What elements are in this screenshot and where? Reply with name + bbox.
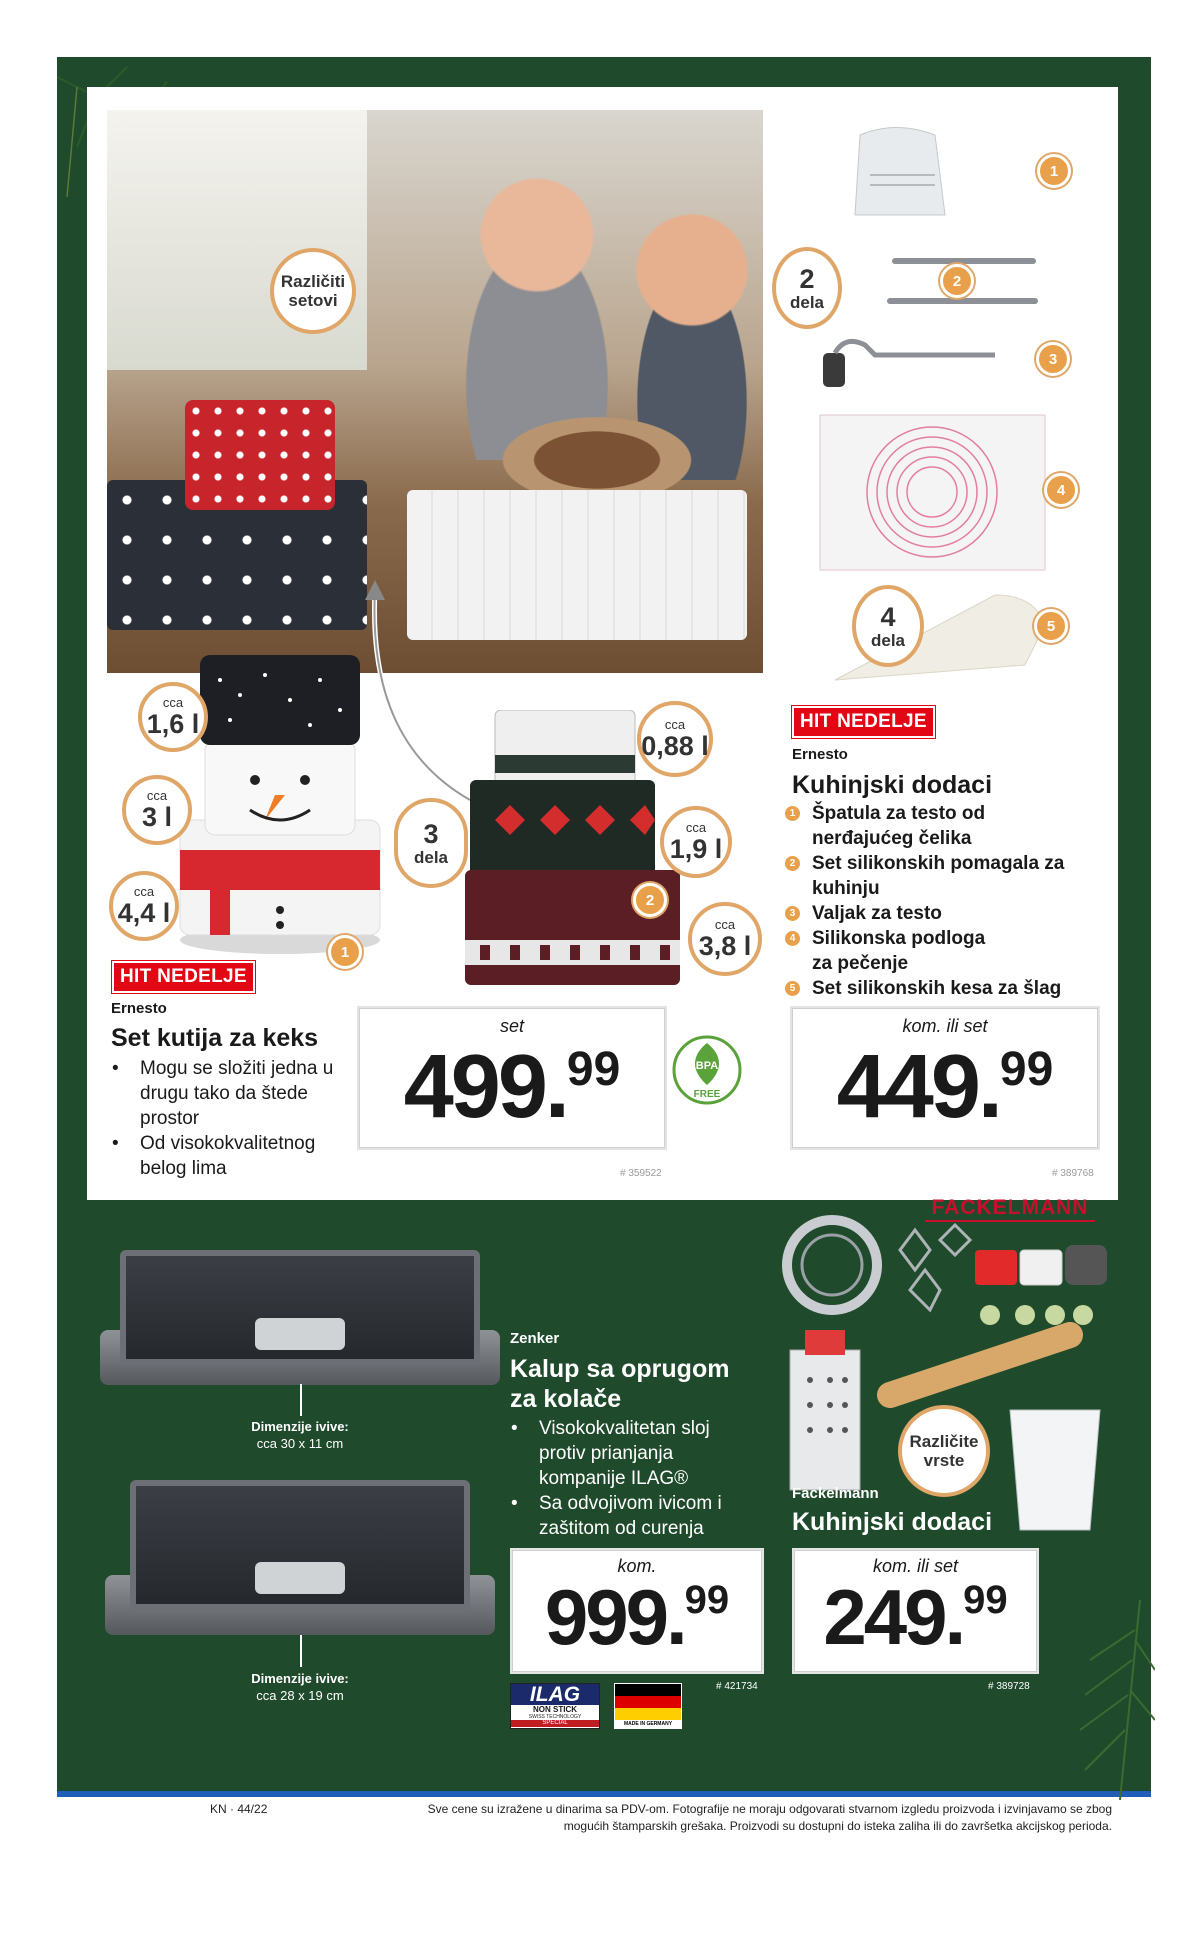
tools-price-box xyxy=(790,1006,1100,1150)
variety-badge-line1: Različiti xyxy=(280,272,346,291)
four-pieces-badge: 4 dela xyxy=(852,585,924,667)
set-number-2: 2 xyxy=(633,883,667,917)
zenker-unit: kom. xyxy=(617,1556,657,1576)
variety-badge-line2: setovi xyxy=(288,291,338,310)
tins-bullet-2: • Od visokokvalitetnog belog lima xyxy=(108,1131,358,1181)
hit-label-tins: HIT NEDELJE xyxy=(112,961,255,993)
zenker-title-line2: za kolače xyxy=(510,1385,622,1413)
tools-price: 449.99 xyxy=(836,1037,1054,1137)
tins-bullet-1: • Mogu se složiti jedna u drugu tako da štede prostor xyxy=(108,1056,358,1131)
tools-item-list xyxy=(785,801,1085,1001)
two-pieces-badge: 2 dela xyxy=(772,247,842,329)
zenker-code: # 421734 xyxy=(716,1681,758,1692)
tins-brand: Ernesto xyxy=(111,1000,167,1017)
hit-label-tools: HIT NEDELJE xyxy=(792,706,935,738)
fackelmann-logo: FACKELMANN xyxy=(925,1196,1095,1222)
tool-number-3: 3 xyxy=(1036,342,1070,376)
fackelmann-price: 249.99 xyxy=(823,1573,1008,1661)
fackelmann-brand: Fackelmann xyxy=(792,1485,879,1502)
page-number: KN · 44/22 xyxy=(210,1802,268,1816)
capacity-badge-3: cca 4,4 l xyxy=(109,871,179,941)
tins-unit: set xyxy=(499,1016,524,1036)
capacity-badge-5: cca 1,9 l xyxy=(660,806,732,878)
fir-branch-bottom-right xyxy=(1080,1600,1155,1800)
svg-text:FREE: FREE xyxy=(693,1089,721,1100)
tool-number-4: 4 xyxy=(1044,473,1078,507)
springform-pan-1-image xyxy=(100,1250,500,1385)
ilag-logo: ILAG NON STICK SWISS TECHNOLOGY SPECIAL xyxy=(510,1683,600,1729)
svg-text:BPA: BPA xyxy=(695,1060,719,1072)
tool-number-1: 1 xyxy=(1037,154,1071,188)
tools-item-5: 5 Set silikonskih kesa za šlag xyxy=(785,976,1085,1001)
tins-price: 499.99 xyxy=(403,1037,621,1137)
tins-code: # 359522 xyxy=(620,1168,662,1179)
set-number-1: 1 xyxy=(328,935,362,969)
zenker-bullet-2: • Sa odvojivom ivicom i zaštitom od curenja xyxy=(507,1491,757,1541)
dim-line-2 xyxy=(300,1635,302,1667)
tools-item-1: 1 Špatula za testo od nerđajućeg čelika xyxy=(785,801,1085,851)
tool-number-5: 5 xyxy=(1034,609,1068,643)
tools-item-3: 3 Valjak za testo xyxy=(785,901,1085,926)
zenker-price-box xyxy=(510,1548,764,1674)
tool-number-2: 2 xyxy=(940,264,974,298)
tools-brand: Ernesto xyxy=(792,746,848,763)
dim-line-1 xyxy=(300,1384,302,1416)
capacity-badge-4: cca 0,88 l xyxy=(637,701,713,777)
varieties-badge: Različite vrste xyxy=(898,1405,990,1497)
tools-unit: kom. ili set xyxy=(902,1016,988,1036)
blue-stripe xyxy=(57,1791,1151,1797)
disclaimer: Sve cene su izražene u dinarima sa PDV-om. Fotografije ne moraju odgovarati stvarnom izgledu proizvoda i izvinjavamo se zbog mogućih štamparskih grešaka. Proizvodi su dostupni do isteka zaliha ili do završetka akcijskog perioda. xyxy=(427,1802,1112,1833)
tins-bullets xyxy=(108,1056,358,1181)
fackelmann-price-box xyxy=(792,1548,1039,1674)
three-pieces-badge: 3 dela xyxy=(394,798,468,888)
german-flag-icon: MADE IN GERMANY xyxy=(614,1683,682,1729)
variety-badge xyxy=(270,248,356,334)
ernesto-kitchen-tools-image xyxy=(795,125,1125,695)
bpa-free-icon xyxy=(672,1035,742,1105)
capacity-badge-6: cca 3,8 l xyxy=(688,902,762,976)
tins-title: Set kutija za keks xyxy=(111,1024,319,1052)
tools-item-4: 4 Silikonska podloga za pečenje xyxy=(785,926,1085,976)
tools-code: # 389768 xyxy=(1052,1168,1094,1179)
tools-title: Kuhinjski dodaci xyxy=(792,771,993,799)
tools-item-2: 2 Set silikonskih pomagala za kuhinju xyxy=(785,851,1085,901)
snowman-tin-stack-image xyxy=(170,650,390,960)
zenker-price: 999.99 xyxy=(544,1573,730,1661)
fackelmann-code: # 389728 xyxy=(988,1681,1030,1692)
springform-pan-2-image xyxy=(105,1480,495,1635)
fackelmann-unit: kom. ili set xyxy=(872,1556,959,1576)
zenker-title-line1: Kalup sa oprugom xyxy=(510,1355,730,1383)
pan-2-dimensions: Dimenzije ivive: cca 28 x 19 cm xyxy=(251,1671,349,1703)
zenker-brand: Zenker xyxy=(510,1330,560,1347)
capacity-badge-2: cca 3 l xyxy=(122,775,192,845)
capacity-badge-1: cca 1,6 l xyxy=(138,682,208,752)
fackelmann-title: Kuhinjski dodaci xyxy=(792,1508,993,1536)
pan-1-dimensions: Dimenzije ivive: cca 30 x 11 cm xyxy=(251,1419,349,1451)
zenker-bullets xyxy=(507,1416,757,1541)
tins-price-box xyxy=(357,1006,667,1150)
zenker-bullet-1: • Visokokvalitetan sloj protiv prianjanja kompanije ILAG® xyxy=(507,1416,757,1491)
